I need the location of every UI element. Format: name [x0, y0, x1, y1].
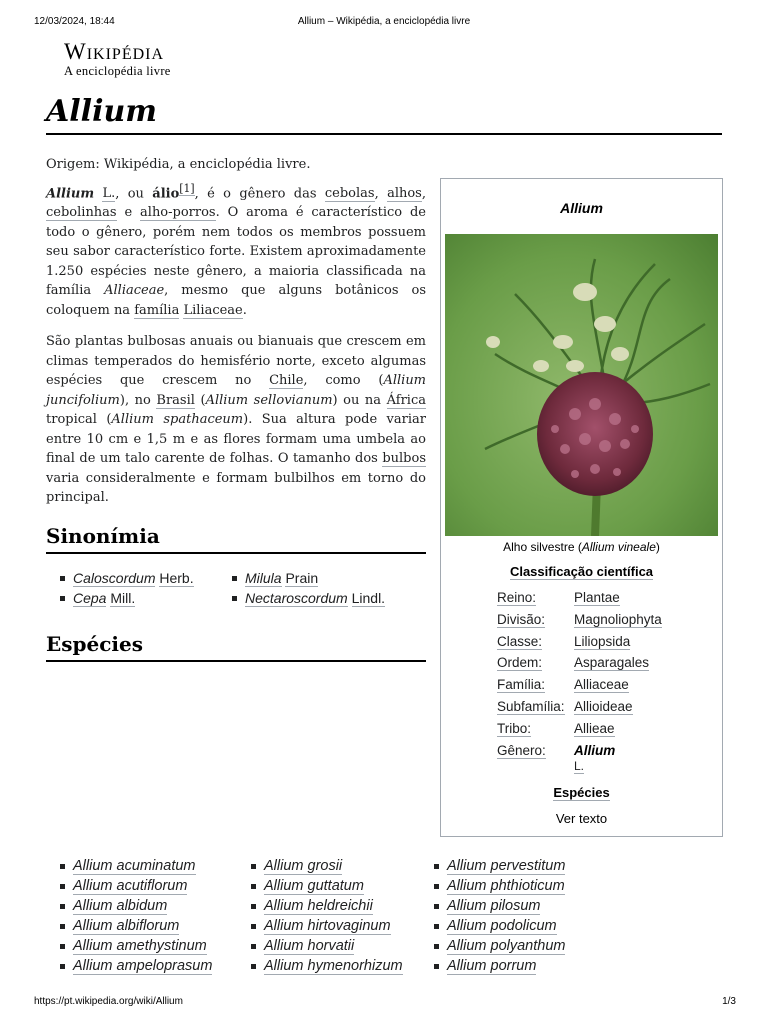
classification-title[interactable]: Classificação científica	[509, 564, 654, 579]
synonym-link[interactable]: Nectaroscordum	[245, 589, 348, 606]
genus-author-link[interactable]: L.	[574, 758, 585, 773]
table-row	[497, 634, 727, 656]
taxon-link[interactable]: Magnoliophyta	[574, 611, 662, 627]
taxobox	[440, 178, 723, 837]
synonym-link[interactable]: Milula	[245, 569, 282, 586]
list-item	[46, 856, 237, 876]
species-column-2	[237, 856, 420, 976]
print-page-number: 1/3	[722, 996, 736, 1007]
species-link[interactable]: Allium pervestitum	[447, 858, 566, 874]
rank-link[interactable]: Ordem:	[497, 655, 543, 671]
rank-link[interactable]: Reino:	[497, 590, 537, 605]
author-link[interactable]: L.	[102, 185, 116, 201]
taxon-link[interactable]: Allioideae	[574, 698, 633, 714]
synonym-column-2	[218, 568, 390, 608]
species-link[interactable]: Allium pilosum	[447, 898, 541, 914]
species-link[interactable]: Allium phthioticum	[447, 878, 565, 894]
table-row	[497, 590, 727, 612]
link-alhos[interactable]: alhos	[387, 185, 422, 201]
synonym-author-link[interactable]: Mill.	[110, 589, 136, 606]
table-row	[497, 612, 727, 634]
species-link[interactable]: Allium acuminatum	[73, 858, 196, 874]
classification-rows	[497, 590, 727, 773]
allium-photo[interactable]	[445, 234, 718, 536]
link-chile[interactable]: Chile	[269, 373, 304, 389]
link-africa[interactable]: África	[386, 392, 426, 408]
list-item	[46, 896, 237, 916]
print-doc-title: Allium – Wikipédia, a enciclopédia livre	[297, 16, 471, 27]
link-alho-porros[interactable]: alho-porros	[140, 205, 216, 221]
sinonimia-heading: Sinonímia	[46, 522, 426, 554]
list-item	[237, 856, 420, 876]
species-link[interactable]: Allium heldreichii	[264, 898, 373, 914]
photo-caption: Alho silvestre (Allium vineale)	[503, 540, 660, 554]
species-link[interactable]: Allium hymenorhizum	[264, 958, 403, 974]
logo-wordmark: Wikipédia	[64, 39, 165, 64]
table-row	[497, 721, 727, 743]
link-brasil[interactable]: Brasil	[156, 392, 195, 408]
synonym-author-link[interactable]: Lindl.	[351, 589, 386, 606]
synonym-author-link[interactable]: Prain	[285, 569, 319, 586]
page-title: Allium	[46, 93, 722, 135]
rank-link[interactable]: Tribo:	[497, 720, 532, 736]
list-item	[237, 956, 420, 976]
synonym-author-link[interactable]: Herb.	[159, 569, 194, 586]
list-item	[420, 876, 600, 896]
origin-line: Origem: Wikipédia, a enciclopédia livre.	[46, 157, 311, 172]
taxon-link[interactable]: Plantae	[574, 590, 620, 605]
species-link[interactable]: Allium albiflorum	[73, 918, 180, 934]
list-item	[46, 876, 237, 896]
rank-link[interactable]: Classe:	[497, 633, 543, 649]
list-item	[420, 916, 600, 936]
list-item	[420, 956, 600, 976]
species-title[interactable]: Espécies	[553, 785, 610, 800]
list-item	[237, 916, 420, 936]
logo-tagline: A enciclopédia livre	[64, 64, 171, 78]
synonym-list	[46, 568, 426, 608]
list-item	[237, 896, 420, 916]
wikipedia-logo[interactable]	[64, 40, 171, 79]
list-item	[230, 588, 390, 608]
taxon-link[interactable]: Asparagales	[574, 655, 650, 671]
reference-link[interactable]: [1]	[179, 181, 195, 195]
rank-link[interactable]: Gênero:	[497, 742, 546, 758]
rank-link[interactable]: Família:	[497, 677, 546, 693]
species-link[interactable]: Allium horvatii	[264, 938, 355, 954]
list-item	[230, 568, 390, 588]
link-cebolinhas[interactable]: cebolinhas	[46, 205, 117, 221]
intro-paragraph: Allium L., ou álio[1], é o gênero das cebolas, alhos, cebolinhas e alho-porros. O aroma é característico de todo o gênero, porém nem todos os membros possuem seu sabor característico forte. Existem aproximadamente 1.250 espécies neste gênero, a maioria classificada na família Alliaceae, mesmo que alguns botânicos os coloquem na família Liliaceae.	[46, 181, 427, 318]
list-item	[420, 936, 600, 956]
especies-heading: Espécies	[46, 630, 426, 662]
taxon-link[interactable]: Liliopsida	[574, 633, 631, 649]
article-body	[46, 155, 426, 670]
list-item	[237, 876, 420, 896]
species-link[interactable]: Allium acutiflorum	[73, 878, 188, 894]
list-item	[237, 936, 420, 956]
description-paragraph: São plantas bulbosas anuais ou bianuais que crescem em climas temperados do hemisfério norte, exceto algumas espécies que crescem no Chile, como (Allium juncifolium), no Brasil (Allium sellovianum) ou na África tropical (Allium spathaceum). Sua altura pode variar entre 10 cm e 1,5 m e as flores formam uma umbela ao final de um talo carente de folhas. O tamanho dos bulbos varia consideralmente e formam bulbilhos em torno do principal.	[46, 334, 427, 506]
table-row	[497, 743, 727, 773]
species-column-3	[420, 856, 600, 976]
synonym-link[interactable]: Cepa	[73, 589, 107, 606]
species-link[interactable]: Allium grosii	[264, 858, 343, 874]
link-cebolas[interactable]: cebolas	[324, 185, 375, 201]
taxon-link[interactable]: Alliaceae	[574, 677, 629, 693]
list-item	[58, 588, 218, 608]
species-link[interactable]: Allium porrum	[447, 958, 537, 974]
species-link[interactable]: Allium albidum	[73, 898, 168, 914]
table-row	[497, 677, 727, 699]
list-item	[46, 956, 237, 976]
synonym-link[interactable]: Caloscordum	[73, 569, 156, 586]
list-item	[420, 856, 600, 876]
list-item	[46, 936, 237, 956]
print-url: https://pt.wikipedia.org/wiki/Allium	[34, 996, 183, 1007]
taxobox-title: Allium	[560, 200, 603, 216]
species-link[interactable]: Allium podolicum	[447, 918, 557, 934]
species-link[interactable]: Allium polyanthum	[447, 938, 566, 954]
link-bulbos[interactable]: bulbos	[382, 451, 426, 467]
species-link[interactable]: Allium hirtovaginum	[264, 918, 391, 934]
print-datetime: 12/03/2024, 18:44	[34, 16, 115, 27]
rank-link[interactable]: Divisão:	[497, 611, 546, 627]
list-item	[46, 916, 237, 936]
list-item	[420, 896, 600, 916]
link-familia[interactable]: família	[134, 302, 180, 318]
genus-name: Allium	[574, 742, 616, 758]
link-liliaceae[interactable]: Liliaceae	[183, 302, 243, 318]
species-link[interactable]: Allium amethystinum	[73, 938, 207, 954]
taxon-link[interactable]: Allieae	[574, 720, 615, 736]
species-list	[46, 856, 600, 976]
species-link[interactable]: Allium guttatum	[264, 878, 364, 894]
rank-link[interactable]: Subfamília:	[497, 698, 565, 714]
table-row	[497, 699, 727, 721]
species-link[interactable]: Allium ampeloprasum	[73, 958, 213, 974]
list-item	[58, 568, 218, 588]
table-row	[497, 655, 727, 677]
species-see-text: Ver texto	[555, 811, 608, 826]
species-column-1	[46, 856, 237, 976]
synonym-column-1	[46, 568, 218, 608]
